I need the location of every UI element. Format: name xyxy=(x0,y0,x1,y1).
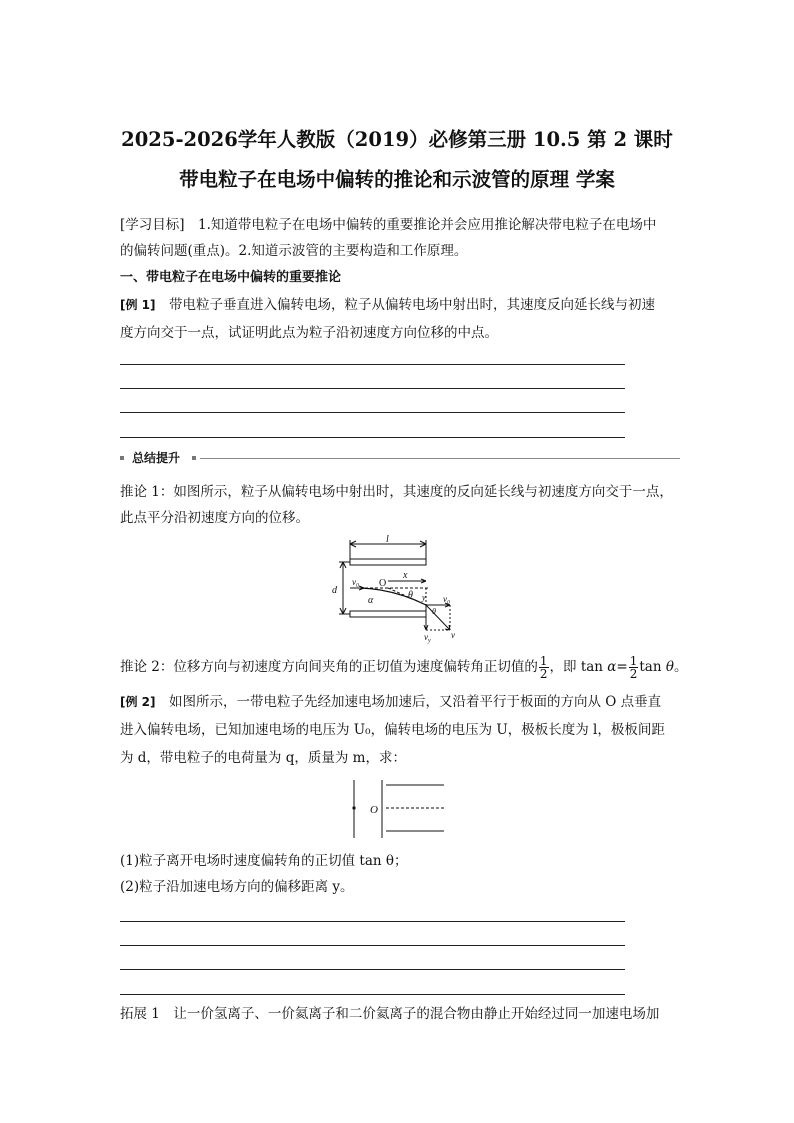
fraction-half xyxy=(539,655,549,680)
answer-line xyxy=(120,945,625,946)
lower-plate xyxy=(350,611,426,617)
question-1: (1)粒子离开电场时速度偏转角的正切值 tan θ； xyxy=(120,853,408,869)
inference2-equals: = xyxy=(616,659,628,675)
label-O: O xyxy=(379,578,387,589)
objectives-line-2: 的偏转问题(重点)。2.知道示波管的主要构造和工作原理。 xyxy=(120,243,468,259)
fraction-half xyxy=(629,655,639,680)
example1-tag: [例 1] xyxy=(120,298,156,312)
label-theta-top: θ xyxy=(408,590,413,601)
objectives-line-1: [学习目标] 1.知道带电粒子在电场中偏转的重要推论并会应用推论解决带电粒子在电场中 xyxy=(120,217,657,233)
deflection-diagram xyxy=(330,532,470,644)
answer-line xyxy=(120,994,625,995)
inference1-line-2: 此点平分沿初速度方向的位移。 xyxy=(120,510,309,526)
label-theta-right: θ xyxy=(432,607,436,616)
answer-line xyxy=(120,921,625,922)
fraction-denominator: 2 xyxy=(539,667,548,681)
example2-tag: [例 2] xyxy=(120,695,156,709)
answer-line xyxy=(120,969,625,970)
title-line-2: 带电粒子在电场中偏转的推论和示波管的原理 学案 xyxy=(179,168,615,191)
example2-line-1 xyxy=(120,689,680,715)
extension1-line: 拓展 1 让一价氢离子、一价氦离子和二价氦离子的混合物由静止开始经过同一加速电场加 xyxy=(120,1006,660,1022)
answer-line xyxy=(120,437,625,438)
answer-line xyxy=(120,364,625,365)
v-vector xyxy=(426,605,450,630)
accelerator-diagram xyxy=(340,778,450,840)
inference2-theta: θ xyxy=(665,659,674,675)
label-l: l xyxy=(386,534,389,545)
label-x: x xyxy=(403,570,408,581)
answer-line xyxy=(120,388,625,389)
label-vy: $v_y$ xyxy=(424,632,431,644)
bullet-icon xyxy=(120,456,124,460)
example2-line-2: 进入偏转电场，已知加速电场的电压为 U₀，偏转电场的电压为 U，极板长度为 l，极板间距 xyxy=(120,722,665,738)
example1-line-2: 度方向交于一点，试证明此点为粒子沿初速度方向位移的中点。 xyxy=(120,325,498,341)
label-v0-left: v₀ xyxy=(352,577,360,587)
divider-rule xyxy=(200,458,680,459)
label-d: d xyxy=(332,585,337,596)
question-2: (2)粒子沿加速电场方向的偏移距离 y。 xyxy=(120,879,354,895)
label-O: O xyxy=(370,804,378,816)
inference2-text-a: 推论 2：位移方向与初速度方向间夹角的正切值为速度偏转角正切值的 xyxy=(120,659,538,675)
extension-dashed xyxy=(388,588,426,605)
inference1-line-1: 推论 1：如图所示，粒子从偏转电场中射出时，其速度的反向延长线与初速度方向交于一点， xyxy=(120,484,673,500)
answer-line xyxy=(120,412,625,413)
example2-line-3: 为 d，带电粒子的电荷量为 q，质量为 m，求： xyxy=(120,750,406,766)
example2-text-1: 如图所示，一带电粒子先经加速电场加速后，又沿着平行于板面的方向从 O 点垂直 xyxy=(155,694,662,710)
label-v0-right: v₀ xyxy=(443,594,451,604)
inference2-alpha: α xyxy=(607,659,617,675)
fraction-numerator: 1 xyxy=(539,654,548,668)
section1-heading: 一、带电粒子在电场中偏转的重要推论 xyxy=(120,270,342,285)
bullet-icon xyxy=(192,456,196,460)
example1-text-1: 带电粒子垂直进入偏转电场，粒子从偏转电场中射出时，其速度反向延长线与初速 xyxy=(155,297,655,313)
example1-line-1 xyxy=(120,292,680,318)
label-y: y xyxy=(422,593,426,602)
label-alpha: α xyxy=(368,595,374,606)
particle-dot xyxy=(352,806,355,809)
label-v: v xyxy=(451,630,455,640)
upper-plate xyxy=(350,559,426,565)
fraction-numerator: 1 xyxy=(629,654,638,668)
inference2-line xyxy=(120,654,688,681)
title-line-1: 2025-2026学年人教版（2019）必修第三册 10.5 第 2 课时 xyxy=(121,128,673,151)
summary-heading: 总结提升 xyxy=(132,451,181,465)
fraction-denominator: 2 xyxy=(629,667,638,681)
inference2-text-c: tan xyxy=(639,659,666,675)
inference2-text-b: ，即 tan xyxy=(549,659,608,675)
inference2-end: 。 xyxy=(673,659,688,675)
summary-divider xyxy=(120,451,680,465)
